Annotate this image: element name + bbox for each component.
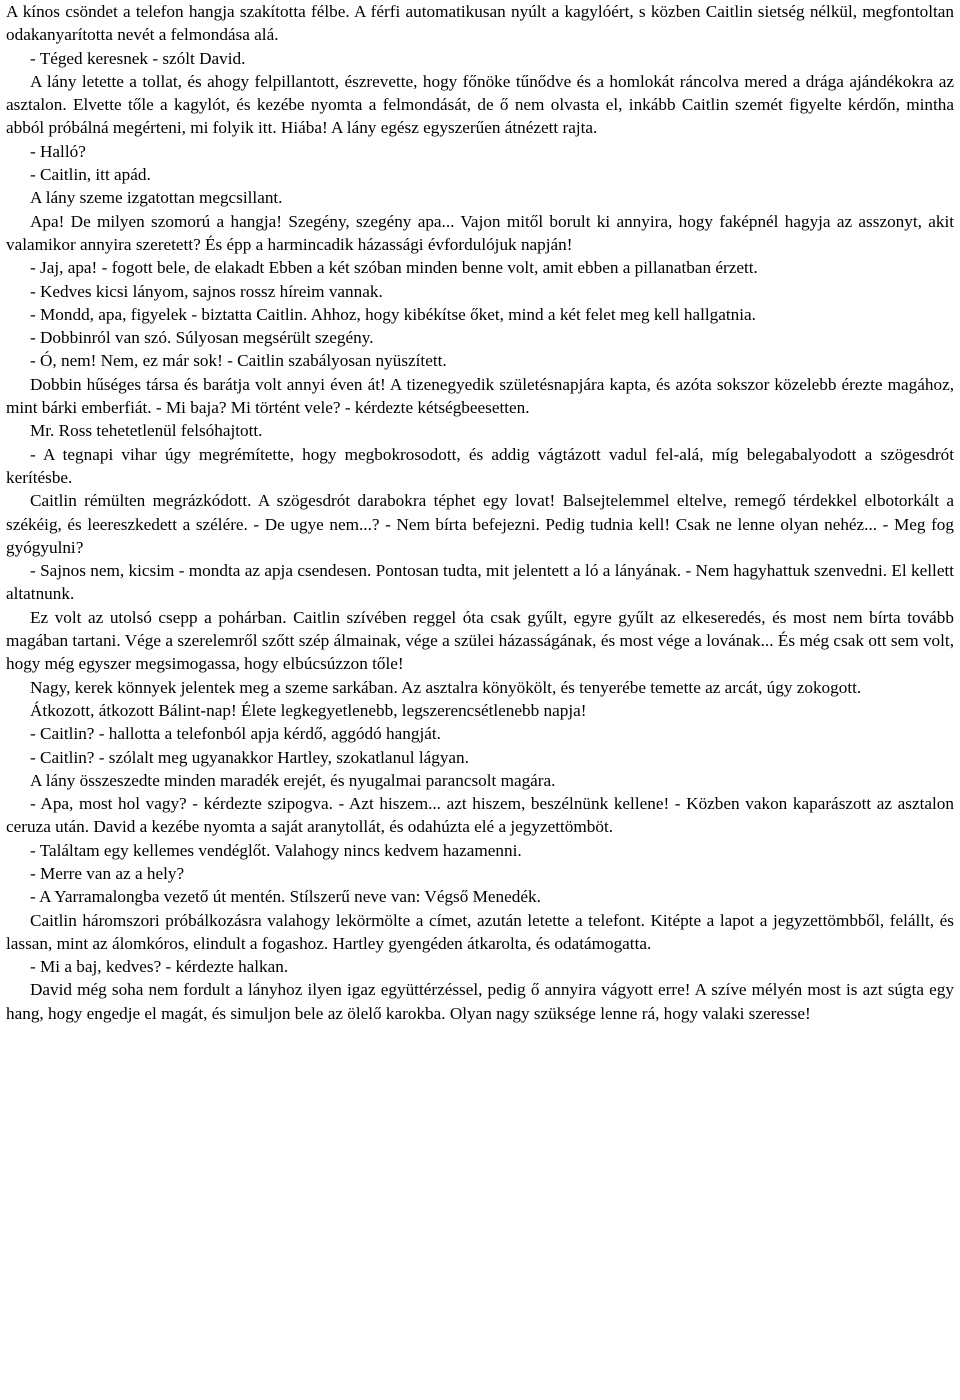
paragraph: - Caitlin? - szólalt meg ugyanakkor Hartley, szokatlanul lágyan. (30, 747, 469, 767)
paragraph: - Találtam egy kellemes vendéglőt. Valahogy nincs kedvem hazamenni. (30, 840, 522, 860)
paragraph: - Dobbinról van szó. Súlyosan megsérült szegény. (30, 328, 374, 348)
paragraph: A lány szeme izgatottan megcsillant. (30, 188, 283, 208)
paragraph: Ez volt az utolsó csepp a pohárban. Caitlin szívében reggel óta csak gyűlt, egyre gyűlt az elkeseredés, és most nem bírta tovább magában tartani. Vége a szerelemről szőtt szép álmainak, vége a szülei házasságának, és most vége a lovának... És még csak ott sem volt, hogy még egyszer megsimogassa, hogy elbúcsúzzon tőle! (6, 607, 954, 674)
paragraph: - A tegnapi vihar úgy megrémítette, hogy megbokrosodott, és addig vágtázott vadul fel-alá, míg belegabalyodott a szögesdrót kerítésbe. (6, 444, 954, 487)
paragraph: A lány összeszedte minden maradék erejét, és nyugalmai parancsolt magára. (30, 770, 556, 790)
paragraph: Mr. Ross tehetetlenül felsóhajtott. (30, 421, 263, 441)
paragraph: Nagy, kerek könnyek jelentek meg a szeme sarkában. Az asztalra könyökölt, és tenyerébe temette az arcát, úgy zokogott. (30, 677, 862, 697)
paragraph: - Caitlin, itt apád. (30, 165, 151, 185)
paragraph: Caitlin háromszori próbálkozásra valahogy lekörmölte a címet, azután letette a telefont. Kitépte a lapot a jegyzettömbből, felállt, és lassan, mint az álomkóros, elindult a fogashoz. Hartley gyengéden átkarolta, és odatámogatta. (6, 910, 954, 953)
paragraph: - Jaj, apa! - fogott bele, de elakadt Ebben a két szóban minden benne volt, amit ebben a pillanatban érzett. (30, 258, 758, 278)
paragraph: David még soha nem fordult a lányhoz ilyen igaz együttérzéssel, pedig ő annyira vágyott erre! A szíve mélyén most is azt súgta egy hang, hogy engedje el magát, és simuljon bele az ölelő karokba. Olyan nagy szüksége lenne rá, hogy valaki szeresse! (6, 980, 954, 1023)
paragraph: - Mondd, apa, figyelek - biztatta Caitlin. Ahhoz, hogy kibékítse őket, mind a két felet meg kell hallgatnia. (30, 304, 756, 324)
paragraph: - Apa, most hol vagy? - kérdezte szipogva. - Azt hiszem... azt hiszem, beszélnünk kellene! - Közben vakon kaparászott az asztalon ceruza után. David a kezébe nyomta a saját aranytollát, és odahúzta elé a jegyzettömböt. (6, 794, 954, 837)
paragraph: - Merre van az a hely? (30, 863, 185, 883)
paragraph: Apa! De milyen szomorú a hangja! Szegény, szegény apa... Vajon mitől borult ki annyira, hogy faképnél hagyja az asszonyt, akit valamikor annyira szeretett? És épp a harmincadik házassági évfordulójuk napján! (6, 211, 954, 254)
paragraph: - Mi a baj, kedves? - kérdezte halkan. (30, 957, 289, 977)
paragraph: - Ó, nem! Nem, ez már sok! - Caitlin szabályosan nyüszített. (30, 351, 447, 371)
paragraph: - Kedves kicsi lányom, sajnos rossz híreim vannak. (30, 281, 383, 301)
paragraph: - Halló? (30, 141, 86, 161)
paragraph: A lány letette a tollat, és ahogy felpillantott, észrevette, hogy főnöke tűnődve és a homlokát ráncolva mered a drága ajándékokra az asztalon. Elvette tőle a kagylót, és kezébe nyomta a felmondását, de ő nem olvasta el, inkább Caitlin szemét figyelte kérdőn, mintha abból próbálná megérteni, mi folyik itt. Hiába! A lány egész egyszerűen átnézett rajta. (6, 71, 954, 138)
paragraph: Dobbin hűséges társa és barátja volt annyi éven át! A tizenegyedik születésnapjára kapta, és azóta sokszor közelebb érezte magához, mint bárki emberfiát. - Mi baja? Mi történt vele? - kérdezte kétségbeesetten. (6, 374, 954, 418)
paragraph: - A Yarramalongba vezető út mentén. Stílszerű neve van: Végső Menedék. (30, 887, 541, 907)
paragraph: Caitlin rémülten megrázkódott. A szögesdrót darabokra téphet egy lovat! Balsejtelemmel eltelve, remegő térdekkel elbotorkált a székéig, és leereszkedett a szélére. - De ugye nem...? - Nem bírta befejezni. Pedig tudnia kell! Csak ne lenne olyan nehéz... - Meg fog gyógyulni? (6, 491, 954, 557)
paragraph: - Téged keresnek - szólt David. (30, 48, 246, 68)
paragraph: Átkozott, átkozott Bálint-nap! Élete legkegyetlenebb, legszerencsétlenebb napja! (30, 700, 587, 720)
paragraph: - Sajnos nem, kicsim - mondta az apja csendesen. Pontosan tudta, mit jelentett a ló a lányának. - Nem hagyhattuk szenvedni. El kellett altatnunk. (6, 561, 954, 604)
paragraph: A kínos csöndet a telefon hangja szakította félbe. A férfi automatikusan nyúlt a kagylóért, s közben Caitlin sietség nélkül, megfontoltan odakanyarította nevét a felmondása alá. (6, 2, 954, 45)
paragraph: - Caitlin? - hallotta a telefonból apja kérdő, aggódó hangját. (30, 724, 441, 744)
